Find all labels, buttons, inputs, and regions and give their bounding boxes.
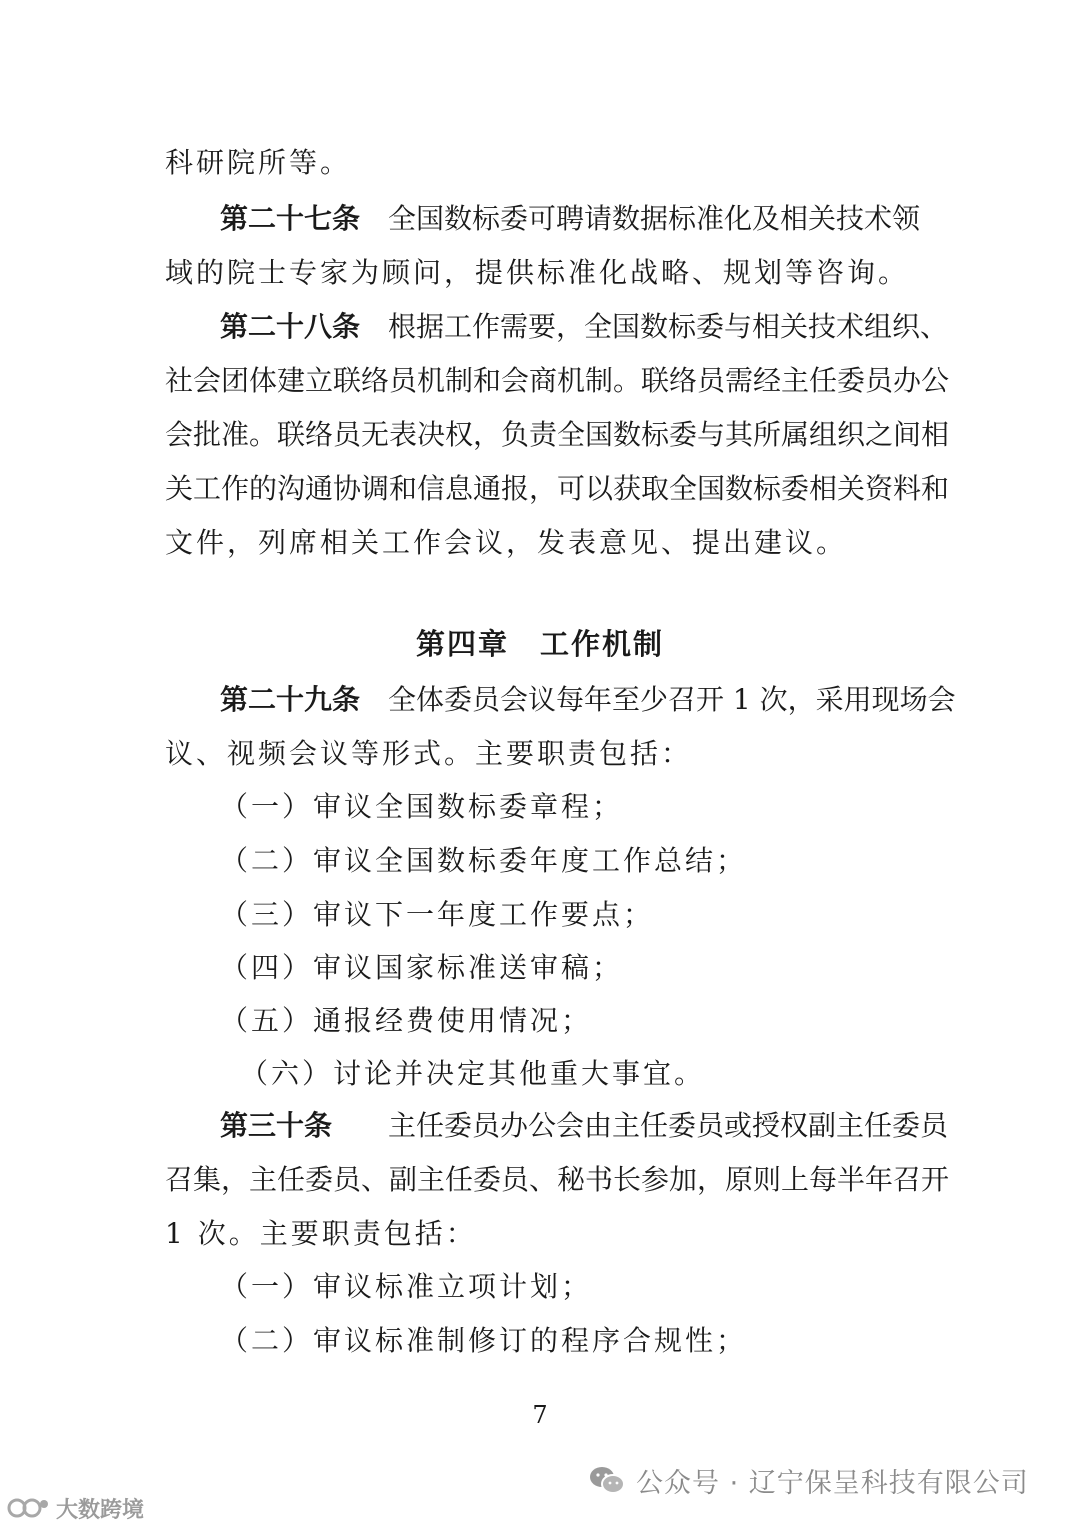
article-label: 第二十八条 [220,310,361,343]
article-text: 主任委员办公会由主任委员或授权副主任委员 [388,1109,949,1142]
text-line: 会批准。联络员无表决权，负责全国数标委与其所属组织之间相 [165,418,950,451]
article-text: 全国数标委可聘请数据标准化及相关技术领 [388,202,921,235]
article-27-line [220,202,921,236]
text-line: 域的院士专家为顾问，提供标准化战略、规划等咨询。 [165,256,910,289]
page-number: 7 [532,1401,548,1429]
corner-logo-watermark [6,1494,144,1522]
text-line: 社会团体建立联络员机制和会商机制。联络员需经主任委员办公 [165,364,950,397]
list-item: （六）讨论并决定其他重大事宜。 [240,1057,706,1090]
article-label: 第二十七条 [220,202,361,235]
article-label: 第三十条 [220,1109,333,1142]
list-item: （三）审议下一年度工作要点； [220,898,655,931]
article-30-line [220,1109,949,1143]
logo-icon [6,1495,52,1521]
chapter-title: 第四章 工作机制 [415,627,664,661]
logo-text: 大数跨境 [56,1497,145,1523]
list-item: （一）审议标准立项计划； [220,1270,593,1303]
list-item: （五）通报经费使用情况； [220,1004,593,1037]
wechat-icon [588,1464,626,1496]
list-item: （二）审议标准制修订的程序合规性； [220,1324,748,1357]
article-text: 根据工作需要，全国数标委与相关技术组织、 [388,310,949,343]
article-29-line [220,683,956,717]
list-item: （四）审议国家标准送审稿； [220,951,624,984]
text-line: 关工作的沟通协调和信息通报，可以获取全国数标委相关资料和 [165,472,950,505]
official-account-watermark [588,1458,1058,1502]
article-text: 全体委员会议每年至少召开 1 次，采用现场会 [388,683,956,716]
article-28-line [220,310,949,344]
text-line: 1 次。主要职责包括： [165,1217,477,1250]
text-line: 召集，主任委员、副主任委员、秘书长参加，原则上每半年召开 [165,1163,950,1196]
text-line: 议、视频会议等形式。主要职责包括： [165,737,693,770]
list-item: （二）审议全国数标委年度工作总结； [220,844,748,877]
watermark-text: 公众号 · 辽宁保呈科技有限公司 [636,1467,1029,1499]
article-label: 第二十九条 [220,683,361,716]
list-item: （一）审议全国数标委章程； [220,790,624,823]
text-line: 科研院所等。 [165,146,352,179]
text-line: 文件，列席相关工作会议，发表意见、提出建议。 [165,526,848,559]
